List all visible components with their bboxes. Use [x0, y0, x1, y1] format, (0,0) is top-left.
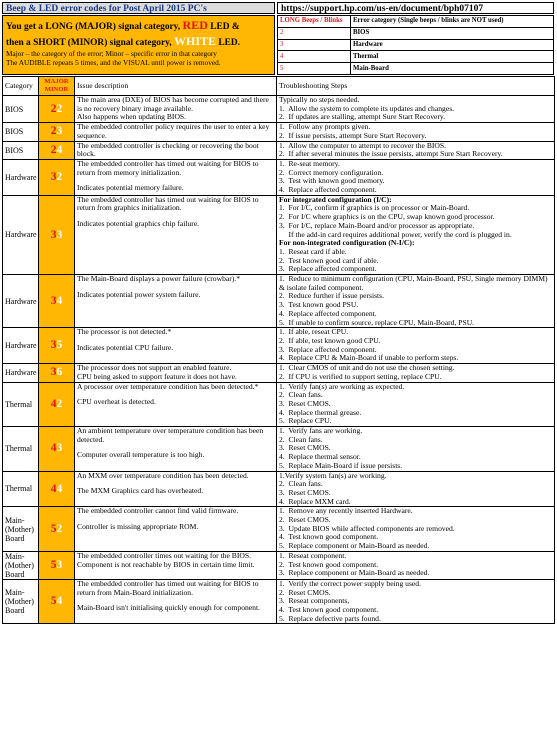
- step-line: 1. Allow the system to complete its updates and changes.: [279, 103, 455, 113]
- major-code: 5: [50, 522, 57, 535]
- col-header-issue: Issue description: [75, 77, 277, 96]
- code-num: 3: [278, 39, 351, 51]
- step-line: 2. Clean fans.: [279, 434, 323, 444]
- major-code: 2: [50, 143, 57, 156]
- row-issue: [75, 96, 277, 123]
- page: [2, 2, 554, 739]
- row-category: Hardware: [3, 364, 39, 382]
- issue-line: CPU being asked to support feature it does not have.: [77, 371, 237, 381]
- step-line: 2. If updates are stalling, attempt Sure Start Recovery.: [279, 112, 446, 122]
- minor-code: 3: [56, 442, 63, 455]
- row-code: [39, 96, 75, 123]
- row-category: Main-(Mother) Board: [3, 551, 39, 579]
- issue-line: The embedded controller has timed out waiting for BIOS to return from Main-Board initialization.: [77, 578, 259, 597]
- row-steps: [277, 159, 555, 195]
- table-row: [3, 328, 555, 364]
- step-line: 4. Test known good component.: [279, 604, 379, 614]
- step-line: 1. If able, reseat CPU.: [279, 327, 349, 337]
- minor-code: 3: [56, 559, 63, 571]
- major-code: 3: [50, 228, 57, 241]
- step-line: 1. Reseat card if able.: [279, 246, 347, 256]
- issue-line: Indicates potential graphics chip failure.: [77, 219, 200, 229]
- row-steps: [277, 551, 555, 579]
- minor-code: 4: [56, 143, 63, 156]
- step-line: 4. Replace affected component.: [279, 308, 377, 318]
- issue-line: CPU overheat is detected.: [77, 397, 156, 407]
- issue-line: The embedded controller cannot find valid firmware.: [77, 506, 239, 516]
- step-line: 3. Update BIOS while affected components are removed.: [279, 523, 455, 533]
- row-code: [39, 328, 75, 364]
- issue-line: The embedded controller policy requires the user to enter a key sequence.: [77, 122, 270, 140]
- row-steps: [277, 328, 555, 364]
- code-row: [278, 39, 554, 51]
- table-row: [3, 579, 555, 624]
- row-category: BIOS: [3, 96, 39, 123]
- table-row: [3, 159, 555, 195]
- step-line: 1. Follow any prompts given.: [279, 122, 371, 132]
- minor-code: 6: [56, 366, 63, 379]
- minor-code: 2: [56, 102, 63, 115]
- step-line: 3. Test known good PSU.: [279, 300, 359, 310]
- row-code: [39, 507, 75, 552]
- step-line: 3. Replace component or Main-Board as needed.: [279, 568, 430, 578]
- issue-line: Also happens when updating BIOS.: [77, 112, 187, 122]
- minor-code: 2: [56, 397, 63, 410]
- major-code: 3: [50, 294, 57, 307]
- white-led-word: WHITE: [173, 34, 216, 48]
- row-issue: [75, 328, 277, 364]
- table-row: [3, 123, 555, 141]
- issue-line: A processor over temperature condition has been detected.*: [77, 381, 259, 391]
- table-row: [3, 427, 555, 472]
- minor-code: 4: [56, 595, 63, 608]
- step-line: 3. Reset CMOS.: [279, 487, 331, 497]
- code-num: 5: [278, 63, 351, 75]
- major-code: 2: [50, 102, 57, 115]
- major-code: 4: [50, 397, 57, 410]
- step-line: 3. Reseat components,: [279, 596, 350, 606]
- error-category-table: [277, 15, 554, 75]
- row-steps: [277, 507, 555, 552]
- table-row: [3, 275, 555, 328]
- intro-line-1-end: LED &: [207, 22, 240, 32]
- row-steps: [277, 141, 555, 159]
- issue-line: The MXM Graphics card has overheated.: [77, 486, 204, 496]
- code-num: 2: [278, 27, 351, 39]
- row-issue: [75, 195, 277, 274]
- code-label: Thermal: [351, 51, 554, 63]
- row-issue: [75, 551, 277, 579]
- header: [2, 2, 554, 76]
- issue-line: The processor does not support an enabled feature.: [77, 363, 232, 373]
- step-line: 5. Replace defective parts found.: [279, 613, 381, 623]
- row-category: Thermal: [3, 382, 39, 427]
- step-line: 1.Verify system fan(s) are working.: [279, 470, 387, 480]
- code-row: [278, 51, 554, 63]
- major-code: 4: [50, 442, 57, 455]
- step-line: 2. Reduce further if issue persists.: [279, 291, 385, 301]
- row-code: [39, 382, 75, 427]
- steps-subheading: For integrated configuration (I/C):: [279, 194, 392, 204]
- row-issue: [75, 159, 277, 195]
- code-row: [278, 63, 554, 75]
- row-steps: [277, 471, 555, 507]
- issue-line: The embedded controller is checking or recovering the boot block.: [77, 140, 259, 159]
- major-code: 3: [50, 339, 57, 352]
- issue-line: Main-Board isn't initialising quickly enough for component.: [77, 603, 260, 613]
- error-code-table: [2, 76, 555, 624]
- step-line: 5. Replace Main-Board if issue persists.: [279, 460, 403, 470]
- row-issue: [75, 579, 277, 624]
- table-row: [3, 471, 555, 507]
- col-header-steps: Troubleshooting Steps: [277, 77, 555, 96]
- step-line: 2. If issue persists, attempt Sure Start Recovery.: [279, 130, 427, 140]
- row-code: [39, 159, 75, 195]
- minor-code: 3: [56, 125, 63, 138]
- minor-code: 2: [56, 170, 63, 183]
- step-line: 1. Reduce to minimum configuration (CPU, Main-Board, PSU, Single memory DIMM) & isolate failed component.: [279, 274, 550, 292]
- row-category: Main-(Mother) Board: [3, 507, 39, 552]
- step-line: 2. Test known good component.: [279, 559, 379, 569]
- step-line: 5. If unable to confirm source, replace CPU, Main-Board, PSU.: [279, 317, 475, 327]
- table-row: [3, 96, 555, 123]
- row-code: [39, 579, 75, 624]
- major-code: 3: [50, 170, 57, 183]
- issue-line: The embedded controller has timed out waiting for BIOS to return from graphics initialization.: [77, 194, 259, 213]
- issue-line: The main area (DXE) of BIOS has become corrupted and there is no recovery binary image available.: [77, 95, 269, 113]
- row-steps: [277, 382, 555, 427]
- row-category: Hardware: [3, 159, 39, 195]
- row-issue: [75, 141, 277, 159]
- intro-line-2: [6, 34, 271, 50]
- issue-line: An ambient temperature over temperature condition has been detected.: [77, 426, 264, 444]
- step-line: 5. Replace component or Main-Board as needed.: [279, 541, 430, 551]
- step-line: 1. Re-seat memory.: [279, 158, 340, 168]
- row-issue: [75, 364, 277, 382]
- step-line: 3. Reset CMOS.: [279, 398, 331, 408]
- document-title: Beep & LED error codes for Post April 2015 PC's: [2, 2, 275, 14]
- step-line: 2. Clean fans.: [279, 479, 323, 489]
- minor-code: 4: [56, 294, 63, 307]
- step-line: 5. Replace CPU.: [279, 416, 332, 426]
- long-beeps-header: LONG Beeps / Blinks: [278, 16, 351, 28]
- table-header-row: [3, 77, 555, 96]
- row-category: BIOS: [3, 123, 39, 141]
- row-category: Main-(Mother) Board: [3, 579, 39, 624]
- step-line: 2. If after several minutes the issue persists, attempt Sure Start Recovery.: [279, 149, 503, 159]
- issue-line: Indicates potential power system failure.: [77, 289, 201, 299]
- step-line: If the add-in card requires additional power, verify the cord is plugged in.: [279, 229, 512, 239]
- row-category: Hardware: [3, 275, 39, 328]
- major-code: 3: [50, 366, 57, 379]
- intro-box: [2, 15, 275, 75]
- row-code: [39, 195, 75, 274]
- issue-line: The embedded controller has timed out waiting for BIOS to return from memory initialization.: [77, 158, 259, 177]
- code-label: Main-Board: [351, 63, 554, 75]
- step-line: 1. Verify fans are working.: [279, 426, 363, 436]
- step-line: 4. Replace MXM card.: [279, 496, 351, 506]
- step-line: 2. If able, test known good CPU.: [279, 335, 381, 345]
- issue-line: Controller is missing appropriate ROM.: [77, 522, 199, 532]
- source-url[interactable]: https://support.hp.com/us-en/document/bph07107: [277, 2, 554, 14]
- table-row: [3, 551, 555, 579]
- step-line: 1. Reseat component.: [279, 550, 347, 560]
- step-line: Typically no steps needed.: [279, 95, 360, 104]
- step-line: 1. Verify fan(s) are working as expected.: [279, 381, 405, 391]
- major-code: 4: [50, 482, 57, 495]
- intro-line-1-text: You get a LONG (MAJOR) signal category,: [6, 22, 183, 32]
- step-line: 4. Test known good component.: [279, 532, 379, 542]
- row-code: [39, 471, 75, 507]
- row-issue: [75, 471, 277, 507]
- minor-code: 3: [56, 228, 63, 241]
- row-issue: [75, 427, 277, 472]
- code-label: Hardware: [351, 39, 554, 51]
- row-issue: [75, 507, 277, 552]
- step-line: 2. Reset CMOS.: [279, 587, 331, 597]
- row-steps: [277, 275, 555, 328]
- row-issue: [75, 123, 277, 141]
- row-code: [39, 275, 75, 328]
- issue-line: The processor is not detected.*: [77, 327, 172, 337]
- row-category: Hardware: [3, 328, 39, 364]
- step-line: 4. Replace thermal grease.: [279, 407, 362, 417]
- step-line: 1. Clear CMOS of unit and do not use the chosen setting.: [279, 363, 455, 373]
- minor-code: 2: [56, 522, 63, 535]
- issue-line: Component is not reachable by BIOS in certain time limit.: [77, 559, 255, 569]
- intro-line-3: Major – the category of the error; Minor – specific error in that category: [6, 49, 217, 58]
- step-line: 1. Allow the computer to attempt to recover the BIOS.: [279, 140, 447, 150]
- row-code: [39, 123, 75, 141]
- row-category: BIOS: [3, 141, 39, 159]
- table-body: [3, 96, 555, 624]
- row-code: [39, 364, 75, 382]
- minor-code: 5: [56, 339, 63, 352]
- row-category: Hardware: [3, 195, 39, 274]
- row-issue: [75, 382, 277, 427]
- step-line: 2. Test known good card if able.: [279, 255, 379, 265]
- red-led-word: RED: [182, 18, 208, 32]
- step-line: 3. Replace affected component.: [279, 264, 377, 274]
- table-row: [3, 195, 555, 274]
- step-line: 4. Replace affected component.: [279, 185, 377, 195]
- step-line: 1. For I/C, confirm if graphics is on processor or Main-Board.: [279, 203, 470, 213]
- step-line: 1. Remove any recently inserted Hardware.: [279, 506, 413, 516]
- step-line: 2. If CPU is verified to support setting, replace CPU.: [279, 371, 442, 381]
- code-label: BIOS: [351, 27, 554, 39]
- table-row: [3, 507, 555, 552]
- table-row: [3, 141, 555, 159]
- steps-subheading: For non-integrated configuration (N-I/C):: [279, 238, 415, 248]
- step-line: 3. Test with known good memory.: [279, 176, 385, 186]
- error-category-header: Error category (Single beeps / blinks are NOT used): [351, 16, 554, 28]
- issue-line: Computer overall temperature is too high.: [77, 450, 205, 460]
- row-steps: [277, 195, 555, 274]
- row-code: [39, 551, 75, 579]
- code-num: 4: [278, 51, 351, 63]
- step-line: 3. Reset CMOS.: [279, 443, 331, 453]
- issue-line: An MXM over temperature condition has been detected.: [77, 470, 249, 480]
- step-line: 2. Correct memory configuration.: [279, 167, 384, 177]
- row-code: [39, 141, 75, 159]
- table-row: [3, 364, 555, 382]
- col-header-major-minor: MAJOR MINOR: [39, 77, 75, 96]
- major-code: 5: [50, 559, 57, 571]
- col-header-category: Category: [3, 77, 39, 96]
- table-row: [3, 382, 555, 427]
- major-code: 2: [50, 125, 57, 138]
- row-steps: [277, 427, 555, 472]
- step-line: 1. Verify the correct power supply being used.: [279, 578, 421, 588]
- intro-line-2-end: LED.: [216, 38, 240, 48]
- major-code: 5: [50, 595, 57, 608]
- row-issue: [75, 275, 277, 328]
- issue-line: The Main-Board displays a power failure (crowbar).*: [77, 274, 240, 284]
- row-steps: [277, 96, 555, 123]
- step-line: 3. Replace affected component.: [279, 344, 377, 354]
- issue-line: Indicates potential memory failure.: [77, 183, 184, 193]
- step-line: 3. For I/C, replace Main-Board and/or processor as appropriate.: [279, 220, 475, 230]
- step-line: 4. Replace CPU & Main-Board if unable to perform steps.: [279, 353, 459, 363]
- row-code: [39, 427, 75, 472]
- row-steps: [277, 364, 555, 382]
- row-category: Thermal: [3, 471, 39, 507]
- row-steps: [277, 123, 555, 141]
- intro-line-1: [6, 18, 271, 34]
- step-line: 2. For I/C where graphics is on the CPU, swap known good processor.: [279, 212, 495, 222]
- step-line: 4. Replace thermal sensor.: [279, 452, 361, 462]
- step-line: 2. Clean fans.: [279, 390, 323, 400]
- row-steps: [277, 579, 555, 624]
- row-category: Thermal: [3, 427, 39, 472]
- intro-line-2-text: then a SHORT (MINOR) signal category,: [6, 38, 174, 48]
- code-table-header: [278, 16, 554, 28]
- step-line: 2. Reset CMOS.: [279, 515, 331, 525]
- minor-code: 4: [56, 482, 63, 495]
- code-row: [278, 27, 554, 39]
- issue-line: The embedded controller times out waiting for the BIOS.: [77, 550, 251, 560]
- issue-line: Indicates potential CPU failure.: [77, 342, 174, 352]
- intro-line-4: The AUDIBLE repeats 5 times, and the VISUAL until power is removed.: [6, 57, 221, 67]
